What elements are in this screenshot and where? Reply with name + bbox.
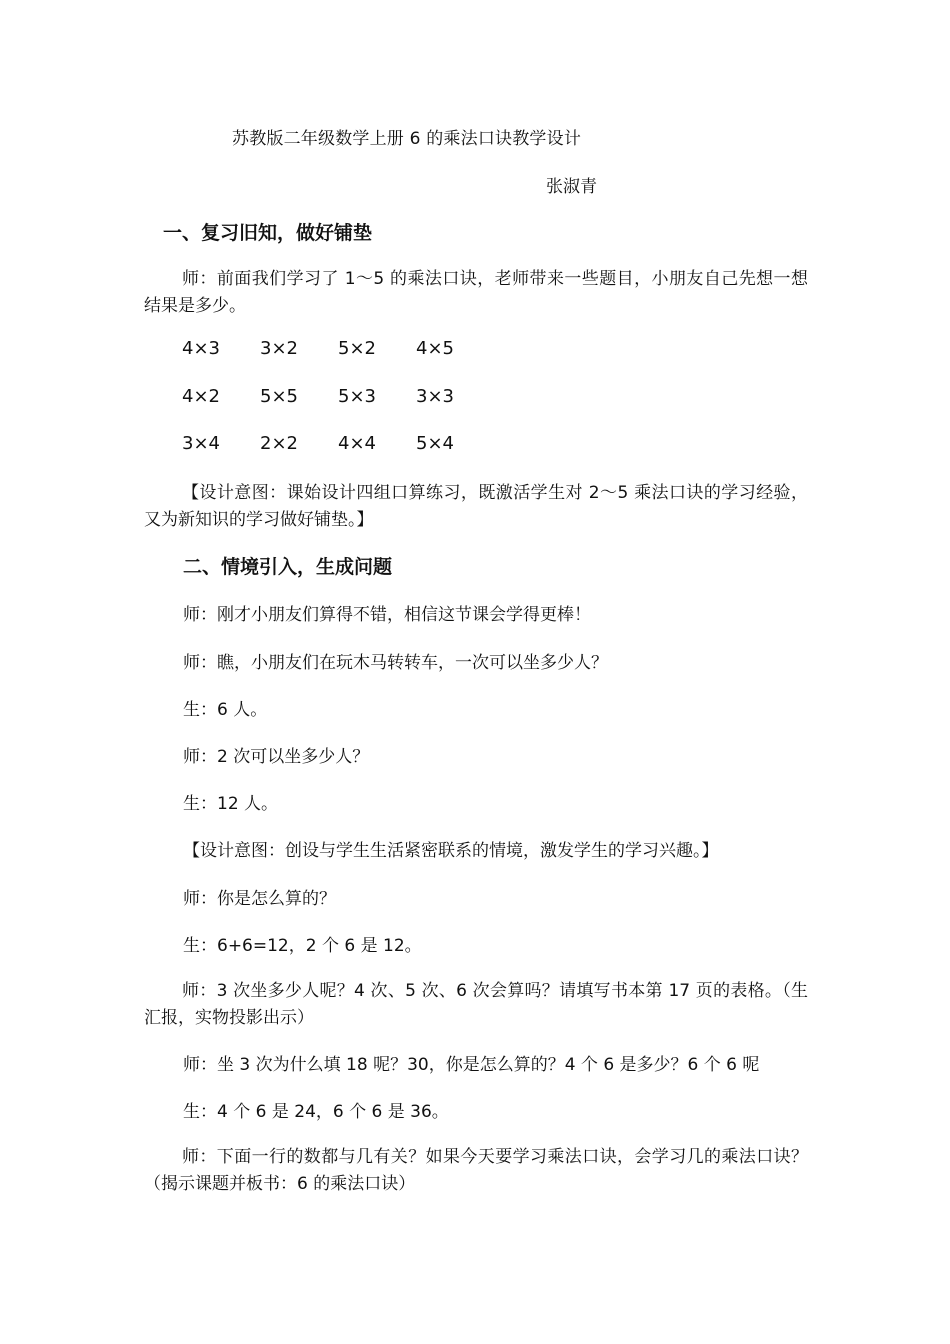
exercise-item: 4×2 [182, 386, 220, 407]
dialogue-line: 师：你是怎么算的？ [183, 889, 336, 909]
dialogue-line: 生：6+6=12，2 个 6 是 12。 [183, 936, 422, 956]
exercise-row-3 [182, 433, 494, 457]
exercise-row-1 [182, 338, 494, 362]
exercise-item: 4×5 [416, 338, 454, 359]
section-heading-review: 一、复习旧知，做好铺垫 [163, 222, 373, 244]
exercise-item: 5×3 [338, 386, 376, 407]
dialogue-line: 生：4 个 6 是 24，6 个 6 是 36。 [183, 1102, 449, 1122]
dialogue-line: 师：刚才小朋友们算得不错，相信这节课会学得更棒！ [183, 605, 591, 625]
design-note-paragraph: 【设计意图：课始设计四组口算练习，既激活学生对 2～5 乘法口诀的学习经验，又为新知识的学习做好铺垫。】 [144, 483, 808, 530]
exercise-item: 5×5 [260, 386, 298, 407]
dialogue-line: 师：瞧，小朋友们在玩木马转转车，一次可以坐多少人？ [183, 653, 608, 673]
dialogue-line: 师：坐 3 次为什么填 18 呢？30，你是怎么算的？4 个 6 是多少？6 个 6 呢 [183, 1055, 760, 1075]
dialogue-line: 生：12 人。 [183, 794, 279, 814]
dialogue-line: 生：6 人。 [183, 700, 268, 720]
dialogue-line: 师：2 次可以坐多少人？ [183, 747, 370, 767]
exercise-item: 4×3 [182, 338, 220, 359]
exercise-item: 3×2 [260, 338, 298, 359]
exercise-item: 3×4 [182, 433, 220, 454]
table-paragraph: 师：3 次坐多少人呢？4 次、5 次、6 次会算吗？请填写书本第 17 页的表格。（生汇报，实物投影出示） [144, 981, 808, 1028]
exercise-item: 5×2 [338, 338, 376, 359]
intro-paragraph: 师：前面我们学习了 1～5 的乘法口诀，老师带来一些题目，小朋友自己先想一想结果是多少。 [144, 269, 808, 316]
topic-paragraph: 师：下面一行的数都与几有关？如果今天要学习乘法口诀，会学习几的乘法口诀？（揭示课题并板书：6 的乘法口诀） [144, 1147, 808, 1194]
exercise-item: 3×3 [416, 386, 454, 407]
exercise-item: 2×2 [260, 433, 298, 454]
author-name: 张淑青 [546, 177, 597, 197]
design-note-line: 【设计意图：创设与学生生活紧密联系的情境，激发学生的学习兴趣。】 [183, 841, 719, 861]
exercise-row-2 [182, 386, 494, 410]
exercise-item: 4×4 [338, 433, 376, 454]
exercise-item: 5×4 [416, 433, 454, 454]
document-title: 苏教版二年级数学上册 6 的乘法口诀教学设计 [232, 129, 582, 149]
section-heading-scenario: 二、情境引入，生成问题 [183, 556, 393, 578]
